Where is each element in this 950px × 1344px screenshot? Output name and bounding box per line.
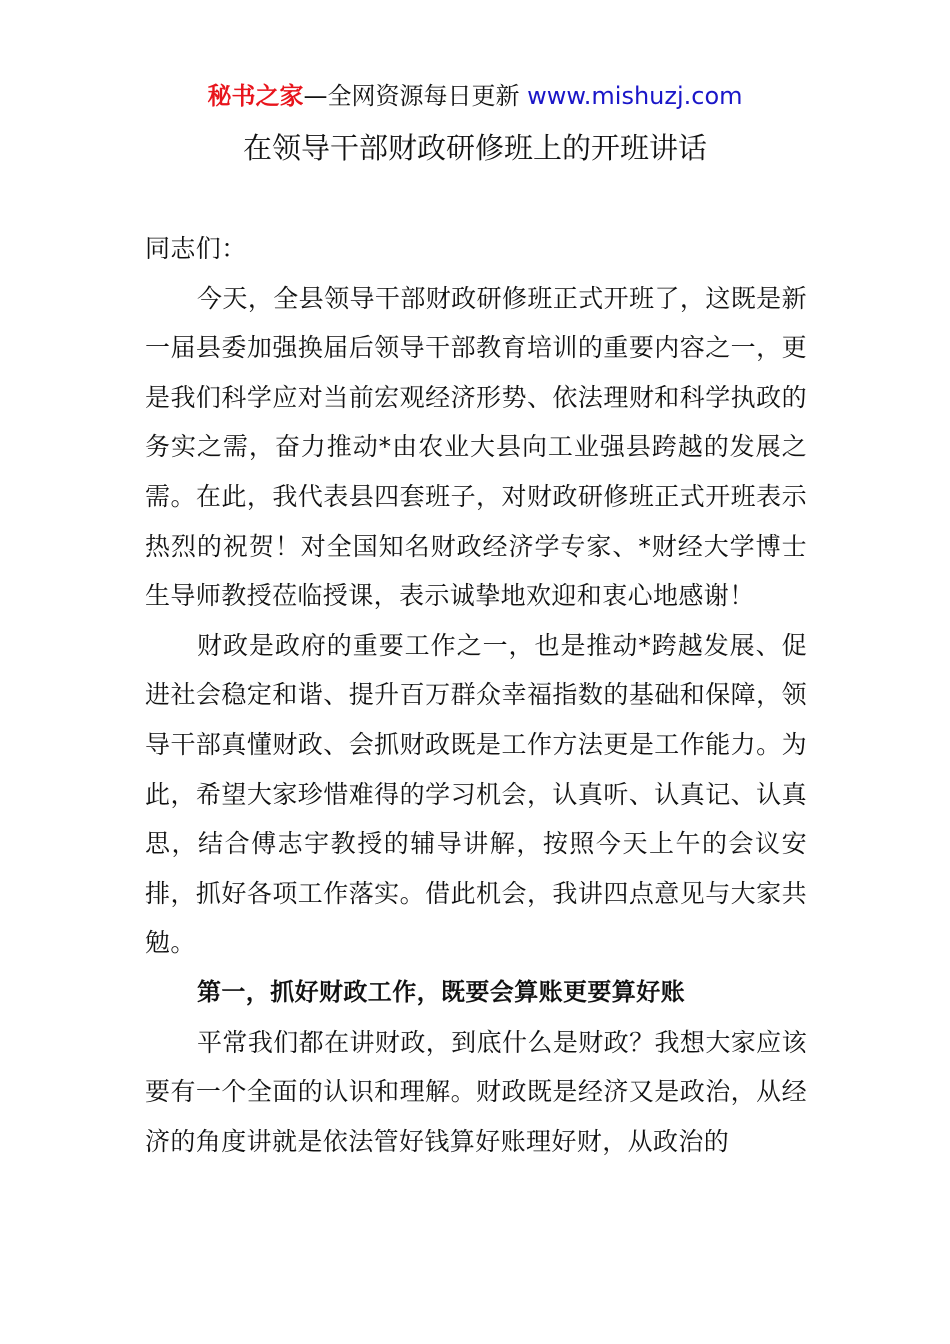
- section-heading: 第一，抓好财政工作，既要会算账更要算好账: [197, 977, 685, 1006]
- site-header: [0, 80, 950, 112]
- document-body: [145, 224, 807, 1166]
- paragraph-opening: 今天，全县领导干部财政研修班正式开班了，这既是新一届县委加强换届后领导干部教育培训的重要内容之一，更是我们科学应对当前宏观经济形势、依法理财和科学执政的务实之需，奋力推动*由农业大县向工业强县跨越的发展之需。在此，我代表县四套班子，对财政研修班正式开班表示热烈的祝贺！对全国知名财政经济学专家、*财经大学博士生导师教授莅临授课，表示诚挚地欢迎和衷心地感谢！: [145, 283, 807, 611]
- paragraph-section-one: 平常我们都在讲财政，到底什么是财政？我想大家应该要有一个全面的认识和理解。财政既是经济又是政治，从经济的角度讲就是依法管好钱算好账理好财，从政治的: [145, 1027, 807, 1156]
- document-title: 在领导干部财政研修班上的开班讲话: [242, 131, 707, 165]
- salutation: 同志们：: [145, 234, 247, 263]
- header-tagline: —全网资源每日更新: [303, 82, 528, 110]
- brand-name: 秘书之家: [207, 82, 304, 110]
- paragraph-finance-role: 财政是政府的重要工作之一，也是推动*跨越发展、促进社会稳定和谐、提升百万群众幸福指数的基础和保障，领导干部真懂财政、会抓财政既是工作方法更是工作能力。为此，希望大家珍惜难得的学习机会，认真听、认真记、认真思，结合傅志宇教授的辅导讲解，按照今天上午的会议安排，抓好各项工作落实。借此机会，我讲四点意见与大家共勉。: [145, 630, 807, 958]
- site-url-link[interactable]: www.mishuzj.com: [527, 82, 743, 110]
